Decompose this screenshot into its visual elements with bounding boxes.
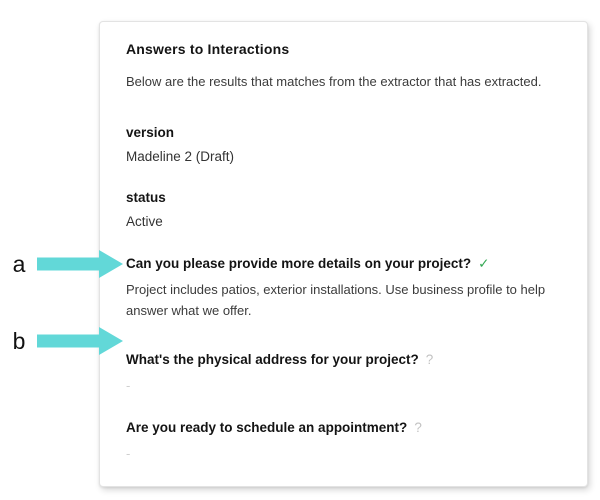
field-label-version: version: [126, 125, 175, 140]
question-text: What's the physical address for your project?: [126, 352, 419, 367]
question-text: Are you ready to schedule an appointment?: [126, 420, 408, 435]
field-label-status: status: [126, 190, 166, 205]
annotation-label: a: [12, 251, 26, 277]
annotation-arrow-b: [8, 326, 123, 356]
question-mark-icon: ?: [414, 420, 422, 435]
field-value-status: Active: [126, 214, 163, 229]
arrow-right-icon: [37, 249, 123, 279]
arrow-right-icon: [37, 326, 123, 356]
answers-panel-content: [100, 22, 587, 461]
question-answer: -: [126, 378, 131, 393]
answers-panel: [99, 21, 588, 487]
annotation-label: b: [12, 328, 26, 354]
question-answer: Project includes patios, exterior installations. Use business profile to help answer what we offer.: [126, 282, 546, 318]
check-icon: ✓: [478, 256, 490, 271]
panel-title: Answers to Interactions: [126, 41, 290, 57]
question-row: [126, 420, 565, 435]
annotation-arrow-a: [8, 249, 123, 279]
field-value-version: Madeline 2 (Draft): [126, 149, 235, 164]
question-text: Can you please provide more details on your project?: [126, 256, 472, 271]
question-row: [126, 256, 565, 272]
question-row: [126, 352, 565, 367]
question-answer: -: [126, 446, 131, 461]
question-mark-icon: ?: [425, 352, 434, 367]
panel-subtitle: Below are the results that matches from the extractor that has extracted.: [126, 74, 542, 89]
